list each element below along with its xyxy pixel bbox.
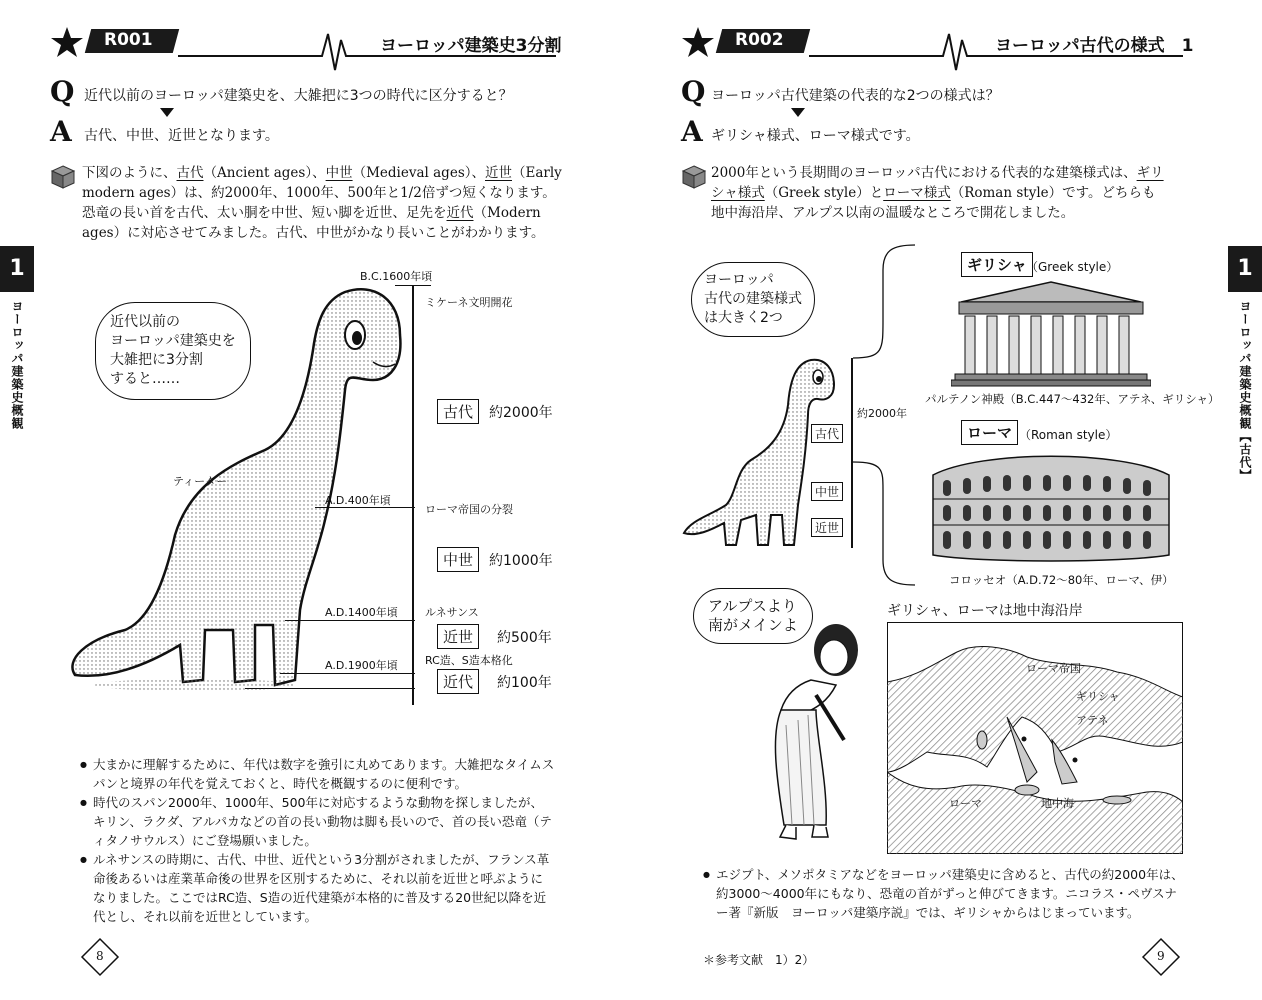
intro-line-1 xyxy=(82,163,562,183)
small-era-kodai: 古代 xyxy=(811,424,843,443)
q-mark: Q xyxy=(681,75,706,108)
small-span-kodai: 約2000年 xyxy=(857,407,907,420)
term-greek: シャ様式 xyxy=(711,185,765,201)
page-number: 8 xyxy=(96,949,104,963)
note-item: ● ルネサンスの時期に、古代、中世、近代という3分割がされましたが、フランス革命後あるいは産業革命後の世界を区別するために、それ以前を近世と呼ぶようになりました。ここではRC造、S造の近代建築が本格的に普及する20世紀以降を近代とし、それ以前を近世としています。 xyxy=(80,850,555,926)
question-text: 近代以前のヨーロッパ建築史を、大雑把に3つの時代に区分すると？ xyxy=(84,88,513,104)
mediterranean-map xyxy=(887,622,1183,854)
bubble-line: アルプスより xyxy=(708,597,797,615)
intro-text: 恐竜の長い首を古代、太い胴を中世、短い脚を近世、足先を xyxy=(82,205,447,221)
header-title: ヨーロッパ建築史3分割 xyxy=(380,36,562,56)
timeline-axis xyxy=(412,285,414,705)
heartbeat-icon xyxy=(931,30,991,72)
answer-text: 古代、中世、近世となります。 xyxy=(84,128,279,144)
term-kindai: 近代 xyxy=(446,205,474,221)
note-item: ● エジプト、メソポタミアなどをヨーロッパ建築史に含めると、古代の約2000年は、約3000～4000年にもなり、恐竜の首がずっと伸びてきます。ニコラス・ペヴスナー著『新版 ヨーロッパ建築序説』では、ギリシャからはじまっています。 xyxy=(703,865,1188,922)
q-mark: Q xyxy=(50,75,75,108)
era-box-kindai: 近代 xyxy=(437,669,479,694)
intro-line-3 xyxy=(82,203,562,223)
parthenon-caption: パルテノン神殿（B.C.447～432年、アテネ、ギリシャ） xyxy=(925,392,1220,406)
bubble-line: 近代以前の xyxy=(110,314,180,330)
notes-list xyxy=(703,865,1188,922)
heartbeat-icon xyxy=(310,30,370,72)
map-label-sea: 地中海 xyxy=(1041,797,1074,810)
intro-line-2: modern ages）は、約2000年、1000年、500年と1/2倍ずつ短くなります。 xyxy=(82,185,556,201)
down-arrow-icon xyxy=(160,108,174,118)
era-box-kinsei: 近世 xyxy=(437,624,479,649)
bracket-lines xyxy=(853,240,923,590)
span-kodai: 約2000年 xyxy=(489,405,553,421)
intro-line-4: ages）に対応させてみました。古代、中世がかなり長いことがわかります。 xyxy=(82,225,545,241)
small-era-chusei: 中世 xyxy=(811,482,843,501)
tick-bc1600 xyxy=(395,285,431,286)
roman-label: ローマ xyxy=(961,420,1018,445)
map-title: ギリシャ、ローマは地中海沿岸 xyxy=(887,603,1083,619)
intro-text: 2000年という長期間のヨーロッパ古代における代表的な建築様式は、 xyxy=(711,165,1137,181)
label-ad1400: A.D.1400年頃 xyxy=(325,606,398,619)
note-item: ● 大まかに理解するために、年代は数字を強引に丸めてあります。大雑把なタイムスパンと境界の年代を覚えておくと、時代を概観するのに便利です。 xyxy=(80,755,555,793)
reference-note: ＊参考文献 1）2） xyxy=(703,953,815,967)
header-rule xyxy=(178,55,318,57)
chapter-tab-left: 1 xyxy=(0,246,34,292)
bubble-line: ヨーロッパ xyxy=(704,272,774,288)
label-bc1600: B.C.1600年頃 xyxy=(360,270,433,283)
span-kindai: 約100年 xyxy=(497,675,552,691)
era-box-chusei: 中世 xyxy=(437,547,479,572)
label-rome-split: ローマ帝国の分裂 xyxy=(425,503,513,516)
map-label-greece: ギリシャ xyxy=(1076,690,1120,703)
term-greek: ギリ xyxy=(1136,165,1164,181)
intro-text: （Medieval ages）、 xyxy=(352,165,485,181)
colosseum-caption: コロッセオ（A.D.72～80年、ローマ、伊） xyxy=(949,573,1174,587)
header-code: R002 xyxy=(735,30,784,50)
colosseum-illustration xyxy=(931,445,1171,565)
intro-text: （Early xyxy=(512,165,562,181)
a-mark: A xyxy=(50,115,72,148)
intro-text: （Modern xyxy=(473,205,541,221)
question-text: ヨーロッパ古代建築の代表的な2つの様式は？ xyxy=(711,88,1000,104)
notes-list xyxy=(80,755,555,926)
cube-icon xyxy=(50,164,76,190)
header-star-icon xyxy=(681,26,715,58)
header-code: R001 xyxy=(104,30,153,50)
header-rule xyxy=(809,55,939,57)
intro-line-1 xyxy=(711,163,1191,183)
dinosaur-name-label: ティーター xyxy=(173,475,228,488)
bubble-line: 大雑把に3分割 xyxy=(110,352,203,368)
intro-text: 下図のように、 xyxy=(82,165,177,181)
roman-en: （Roman style） xyxy=(1019,428,1118,442)
page-number: 9 xyxy=(1157,949,1165,963)
map-label-athens: アテネ xyxy=(1076,714,1109,727)
cube-icon xyxy=(681,164,707,190)
small-era-kinsei: 近世 xyxy=(811,518,843,537)
right-page xyxy=(631,0,1262,1000)
tick-ad1400 xyxy=(285,620,415,621)
span-chusei: 約1000年 xyxy=(489,553,553,569)
intro-paragraph xyxy=(711,163,1191,223)
intro-line-3: 地中海沿岸、アルプス以南の温暖なところで開花しました。 xyxy=(711,205,1075,221)
down-arrow-icon xyxy=(791,108,805,118)
tick-ad1900 xyxy=(280,673,415,674)
term-kinsei: 近世 xyxy=(485,165,512,181)
header-title: ヨーロッパ古代の様式 1 xyxy=(995,36,1194,56)
parthenon-illustration xyxy=(951,280,1151,388)
greek-en: （Greek style） xyxy=(1026,260,1119,274)
greek-label: ギリシャ xyxy=(961,252,1033,277)
term-kodai: 古代 xyxy=(176,165,204,181)
header-star-icon xyxy=(50,26,84,58)
intro-line-2 xyxy=(711,183,1191,203)
label-rc: RC造、S造本格化 xyxy=(425,654,513,667)
map-label-empire: ローマ帝国 xyxy=(1026,662,1081,675)
speech-bubble-left xyxy=(95,302,251,400)
label-ad1900: A.D.1900年頃 xyxy=(325,659,398,672)
bubble-line: は大きく2つ xyxy=(704,310,783,326)
era-box-kodai: 古代 xyxy=(437,399,479,424)
intro-text: （Greek style）と xyxy=(764,185,884,201)
intro-text: （Ancient ages）、 xyxy=(203,165,326,181)
label-ad400: A.D.400年頃 xyxy=(325,494,391,507)
intro-paragraph xyxy=(82,163,562,243)
chapter-title-right: ヨーロッパ建築史概観【古代】 xyxy=(1238,300,1252,482)
woman-illustration xyxy=(756,615,876,845)
a-mark: A xyxy=(681,115,703,148)
label-renaissance: ルネサンス xyxy=(425,606,479,619)
map-label-rome: ローマ xyxy=(949,797,982,810)
speech-bubble-right-1 xyxy=(691,262,815,337)
chapter-tab-right: 1 xyxy=(1228,246,1262,292)
span-kinsei: 約500年 xyxy=(497,630,552,646)
tick-end xyxy=(245,688,415,689)
bubble-line: ヨーロッパ建築史を xyxy=(110,333,236,349)
term-roman: ローマ様式 xyxy=(883,185,951,201)
term-chusei: 中世 xyxy=(325,165,353,181)
bubble-line: 南がメインよ xyxy=(708,616,798,634)
label-mycenae: ミケーネ文明開花 xyxy=(425,296,513,309)
chapter-title-left: ヨーロッパ建築史概観 xyxy=(10,300,24,430)
bubble-line: すると…… xyxy=(110,371,180,387)
bubble-line: 古代の建築様式 xyxy=(704,291,802,307)
intro-text: （Roman style）です。どちらも xyxy=(950,185,1156,201)
answer-text: ギリシャ様式、ローマ様式です。 xyxy=(711,128,920,144)
note-item: ● 時代のスパン2000年、1000年、500年に対応するような動物を探しましたが、キリン、ラクダ、アルパカなどの首の長い動物は脚も長いので、首の長い恐竜（ティタノサウルス）にご登場願いました。 xyxy=(80,793,555,850)
